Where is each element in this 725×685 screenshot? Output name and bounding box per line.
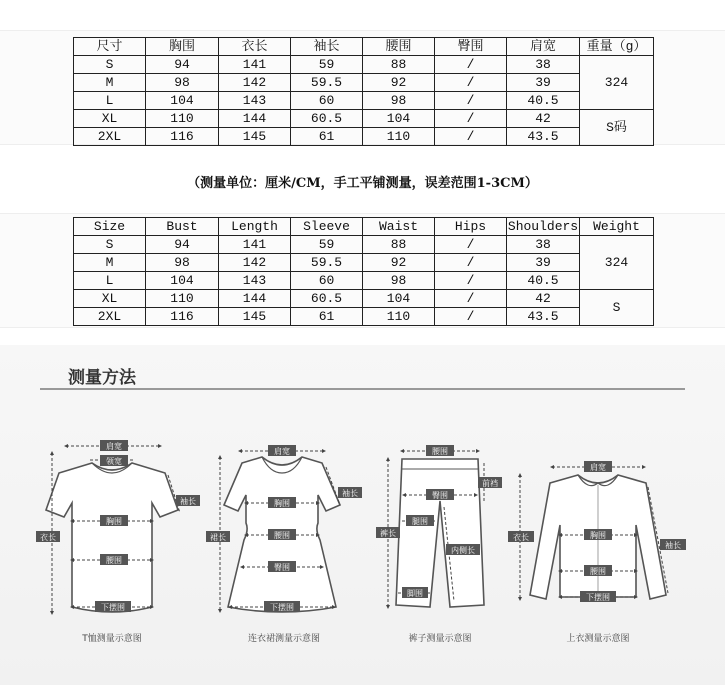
table-cell: / xyxy=(435,254,507,272)
table-cell: 145 xyxy=(219,308,291,326)
table-cell: 142 xyxy=(219,74,291,92)
table-cell: XL xyxy=(74,290,146,308)
table-cell: 60 xyxy=(291,92,363,110)
header-cell: Waist xyxy=(363,218,435,236)
table-cell: 59.5 xyxy=(291,74,363,92)
table-cell: / xyxy=(435,290,507,308)
table-cell: 92 xyxy=(363,74,435,92)
weight-cell: 324 xyxy=(580,56,654,110)
table-cell: 104 xyxy=(146,92,219,110)
table-cell: 145 xyxy=(219,128,291,146)
table-cell: 110 xyxy=(146,290,219,308)
table-cell: 38 xyxy=(507,56,580,74)
table-cell: S xyxy=(74,236,146,254)
table-cell: 104 xyxy=(146,272,219,290)
header-cell: Length xyxy=(219,218,291,236)
top-caption: 上衣测量示意图 xyxy=(566,634,630,644)
table-cell: M xyxy=(74,74,146,92)
table-cell: / xyxy=(435,56,507,74)
table-cell: 143 xyxy=(219,92,291,110)
table-cell: 40.5 xyxy=(507,272,580,290)
table-cell: 40.5 xyxy=(507,92,580,110)
header-cell: Weight xyxy=(580,218,654,236)
table-cell: 42 xyxy=(507,110,580,128)
table-cell: 110 xyxy=(363,128,435,146)
table-row xyxy=(74,74,654,92)
header-cell: Size xyxy=(74,218,146,236)
table-cell: 98 xyxy=(146,74,219,92)
header-cell: 臀围 xyxy=(435,38,507,56)
top-shoulder-label: 肩宽 xyxy=(590,463,606,472)
measurement-note: （测量单位：厘米/CM，手工平铺测量，误差范围1-3CM） xyxy=(187,176,538,191)
table-row xyxy=(74,290,654,308)
table-cell: 143 xyxy=(219,272,291,290)
table-cell: 38 xyxy=(507,236,580,254)
table-row xyxy=(74,92,654,110)
size-table-en xyxy=(73,217,654,326)
table-cell: / xyxy=(435,272,507,290)
tshirt-figure xyxy=(36,440,200,644)
table-cell: 110 xyxy=(363,308,435,326)
top-sleeve-label: 袖长 xyxy=(665,541,681,550)
table-cell: 60.5 xyxy=(291,290,363,308)
table-row xyxy=(74,272,654,290)
header-cell: 重量（g） xyxy=(580,38,654,56)
table-row xyxy=(74,236,654,254)
weight-cell: 324 xyxy=(580,236,654,290)
table-row xyxy=(74,308,654,326)
table-cell: 116 xyxy=(146,308,219,326)
table-cell: 2XL xyxy=(74,128,146,146)
header-cell: 衣长 xyxy=(219,38,291,56)
table-cell: / xyxy=(435,236,507,254)
top-length-label: 衣长 xyxy=(513,533,529,542)
table-cell: 61 xyxy=(291,308,363,326)
pants-rise-label: 前裆 xyxy=(482,479,498,488)
table-cell: 142 xyxy=(219,254,291,272)
dress-caption: 连衣裙测量示意图 xyxy=(247,634,321,644)
table-cell: XL xyxy=(74,110,146,128)
dress-figure xyxy=(206,445,362,644)
table-cell: 144 xyxy=(219,290,291,308)
pants-length-label: 裤长 xyxy=(380,529,396,538)
weight-size-cell: S码 xyxy=(580,110,654,146)
table-cell: 104 xyxy=(363,290,435,308)
table-cell: / xyxy=(435,110,507,128)
pants-foot-label: 脚围 xyxy=(407,589,423,598)
header-cell: 尺寸 xyxy=(74,38,146,56)
tshirt-hem-label: 下摆围 xyxy=(101,603,125,612)
measurement-figures xyxy=(0,345,725,685)
table-cell: 42 xyxy=(507,290,580,308)
tshirt-shoulder-label: 肩宽 xyxy=(106,442,122,451)
pants-inseam-label: 内侧长 xyxy=(451,546,475,555)
table-row xyxy=(74,254,654,272)
dress-bust-label: 胸围 xyxy=(274,499,290,508)
table-cell: 61 xyxy=(291,128,363,146)
header-cell: Hips xyxy=(435,218,507,236)
weight-size-cell: S xyxy=(580,290,654,326)
table-cell: 88 xyxy=(363,236,435,254)
tshirt-sleeve-label: 袖长 xyxy=(180,497,196,506)
header-cell: 肩宽 xyxy=(507,38,580,56)
table-cell: 144 xyxy=(219,110,291,128)
top-hem-label: 下摆围 xyxy=(586,593,610,602)
tshirt-caption: T恤测量示意图 xyxy=(82,634,142,644)
pants-thigh-label: 腿围 xyxy=(412,517,428,526)
table-cell: 98 xyxy=(146,254,219,272)
table-cell: 92 xyxy=(363,254,435,272)
tshirt-outline xyxy=(46,463,178,612)
table-row xyxy=(74,110,654,128)
dress-waist-label: 腰围 xyxy=(274,531,290,540)
table-cell: S xyxy=(74,56,146,74)
table-cell: 43.5 xyxy=(507,128,580,146)
header-cell: Sleeve xyxy=(291,218,363,236)
table-cell: 59.5 xyxy=(291,254,363,272)
table-cell: 2XL xyxy=(74,308,146,326)
header-cell: Bust xyxy=(146,218,219,236)
pants-outline xyxy=(396,459,484,607)
table-cell: 60 xyxy=(291,272,363,290)
top-figure xyxy=(508,461,686,644)
tshirt-bust-label: 胸围 xyxy=(106,517,122,526)
table-cell: / xyxy=(435,74,507,92)
top-bust-label: 胸围 xyxy=(590,531,606,540)
dress-sleeve-label: 袖长 xyxy=(342,489,358,498)
table-cell: L xyxy=(74,272,146,290)
table-header-row xyxy=(74,218,654,236)
pants-waist-label: 腰围 xyxy=(432,447,448,456)
table-cell: 43.5 xyxy=(507,308,580,326)
header-cell: 腰围 xyxy=(363,38,435,56)
dress-hips-label: 臀围 xyxy=(274,563,290,572)
table-cell: 94 xyxy=(146,56,219,74)
tshirt-waist-label: 腰围 xyxy=(106,556,122,565)
header-cell: 袖长 xyxy=(291,38,363,56)
table-cell: 104 xyxy=(363,110,435,128)
table-cell: 110 xyxy=(146,110,219,128)
table-cell: 116 xyxy=(146,128,219,146)
table-header-row xyxy=(74,38,654,56)
pants-caption: 裤子测量示意图 xyxy=(408,634,472,644)
tshirt-length-label: 衣长 xyxy=(40,533,56,542)
dress-shoulder-label: 肩宽 xyxy=(274,447,290,456)
pants-figure xyxy=(376,445,502,644)
table-cell: 94 xyxy=(146,236,219,254)
table-cell: / xyxy=(435,92,507,110)
tshirt-neck-label: 领宽 xyxy=(106,457,122,466)
measurement-method-section xyxy=(0,345,725,685)
table-cell: 98 xyxy=(363,272,435,290)
table-cell: M xyxy=(74,254,146,272)
table-cell: L xyxy=(74,92,146,110)
table-cell: 59 xyxy=(291,56,363,74)
table-cell: 39 xyxy=(507,74,580,92)
table-cell: 141 xyxy=(219,236,291,254)
table-cell: 39 xyxy=(507,254,580,272)
pants-hips-label: 臀围 xyxy=(432,491,448,500)
table-cell: 60.5 xyxy=(291,110,363,128)
table-cell: / xyxy=(435,128,507,146)
table-row xyxy=(74,128,654,146)
table-cell: 88 xyxy=(363,56,435,74)
size-table-cn xyxy=(73,37,654,146)
table-cell: / xyxy=(435,308,507,326)
table-cell: 59 xyxy=(291,236,363,254)
method-title: 测量方法 xyxy=(68,368,136,388)
header-cell: Shoulders xyxy=(507,218,579,234)
top-waist-label: 腰围 xyxy=(590,567,606,576)
table-row xyxy=(74,56,654,74)
dress-hem-label: 下摆围 xyxy=(270,603,294,612)
table-cell: 98 xyxy=(363,92,435,110)
table-cell: 141 xyxy=(219,56,291,74)
header-cell: 胸围 xyxy=(146,38,219,56)
dress-length-label: 裙长 xyxy=(210,533,226,542)
